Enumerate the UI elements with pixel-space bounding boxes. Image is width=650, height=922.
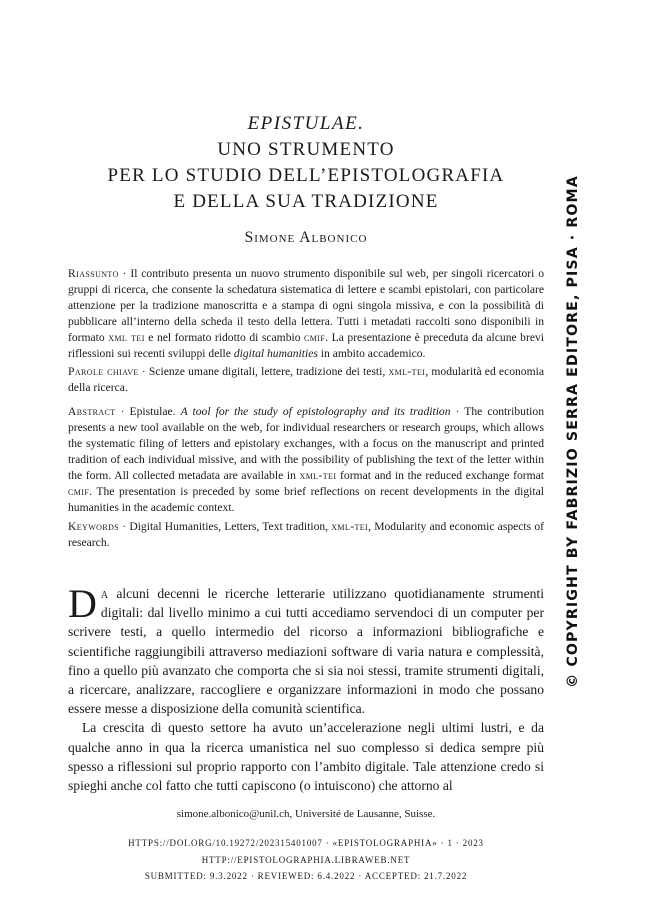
abstract-text: format and in the reduced exchange format [336,468,545,482]
riassunto-paragraph [68,266,544,361]
abstract-text: . The presentation is preceded by some brief reflections on recent developments in the digital humanities in the academic context. [68,484,544,514]
riassunto-italic: digital humanities [233,346,318,360]
page-footer [68,835,544,885]
body-paragraph-2: La crescita di questo settore ha avuto un’accelerazione negli ultimi lustri, e da qualche anno in qua la ricerca umanistica nel suo complesso si dedica sempre più spesso a riflessioni sul proprio rapporto con l’ambito digitale. Tale attenzione credo si spieghi anche col fatto che tutti capiscono (o intuiscono) che attorno al [68,720,544,794]
drop-cap: D [68,581,97,626]
abstract-format-2: cmif [68,484,90,498]
keywords-text: , Modularity and economic aspects of research. [68,519,544,549]
title-line-1: EPISTULAE. [247,113,365,134]
riassunto-label: Riassunto [68,267,119,280]
copyright-sidebar: © COPYRIGHT BY FABRIZIO SERRA EDITORE, PISA · ROMA [565,175,581,688]
author-name: Simone Albonico [244,229,368,246]
riassunto-text: in ambito accademico. [317,346,426,360]
abstract-text: · The contribution presents a new tool available on the web, for individual researchers or research groups, which allows the systematic filing of letters and epistolary exchanges, with a focus on the manuscript and printed tradition of each individual missive, and with the possibility of publishing the text of the letter within the form. All collected metadata are available in [68,405,544,482]
author-footnote: simone.albonico@unil.ch, Université de Lausanne, Suisse. [176,808,436,820]
abstract-text: · Epistulae. [115,405,181,419]
keywords-format: xml-tei [331,519,369,533]
footer-doi-line: HTTPS://DOI.ORG/10.19272/202315401007 · «EPISTOLOGRAPHIA» · 1 · 2023 [128,838,484,848]
parole-chiave-format: xml-tei [388,365,426,379]
abstract-format-1: xml-tei [299,468,337,482]
keywords-text: · Digital Humanities, Letters, Text tradition, [119,519,332,533]
abstract-section [68,266,544,553]
abstract-paragraph [68,404,544,515]
riassunto-format-2: cmif [304,330,326,344]
body-paragraph-1 [68,581,544,718]
footer-url-line: HTTP://EPISTOLOGRAPHIA.LIBRAWEB.NET [201,854,411,865]
body-text [68,581,544,795]
body-paragraph-1-text: alcuni decenni le ricerche letterarie utilizzano quotidianamente strumenti digitali: dal livello minimo a cui tutti accediamo servendoci di un computer per scrivere testi, a quello intermedio del ricorso a informazioni bibliografiche e scientifiche raggiungibili attraverso mediazioni software di varia natura e complessità, fino a quello più avanzato che comporta che si sia noi stessi, tramite strumenti digitali, a ricercare, analizzare, raccogliere e organizzare informazioni in modo che possano essere messe a disposizione della comunità scientifica. [68,586,544,717]
riassunto-text: e nel formato ridotto di scambio [144,330,305,344]
riassunto-text: . La presentazione è preceduta da alcune brevi riflessioni sui recenti sviluppi delle [68,330,544,360]
keywords-paragraph [68,519,544,551]
title-line-2: UNO STRUMENTO [217,139,395,160]
footer-dates-line: SUBMITTED: 9.3.2022 · REVIEWED: 6.4.2022 · ACCEPTED: 21.7.2022 [144,871,468,881]
abstract-italic-title: A tool for the study of epistolography and its tradition [180,405,451,419]
riassunto-format-1: xml tei [108,330,145,344]
drop-cap-continuation: a [100,586,109,601]
keywords-label: Keywords [68,519,120,533]
parole-chiave-paragraph [68,364,544,396]
title-line-3: PER LO STUDIO DELL’EPISTOLOGRAFIA [107,165,505,186]
article-title [68,111,544,247]
parole-chiave-label: Parole chiave [68,365,139,379]
title-line-4: E DELLA SUA TRADIZIONE [173,191,439,212]
abstract-label: Abstract [68,405,116,419]
riassunto-text: · Il contributo presenta un nuovo strumento disponibile sul web, per singoli ricercatori o gruppi di ricerca, che consente la schedatura sistematica di lettere e scambi epistolari, con particolare attenzione per la tradizione manoscritta e a stampa di ogni singola missiva, e con la possibilità di pubblicare all’interno della scheda il testo della lettera. Tutti i metadati raccolti sono disponibili in formato [68,267,544,344]
parole-chiave-text: · Scienze umane digitali, lettere, tradizione dei testi, [138,365,389,379]
parole-chiave-text: , modularità ed economia della ricerca. [68,365,544,395]
